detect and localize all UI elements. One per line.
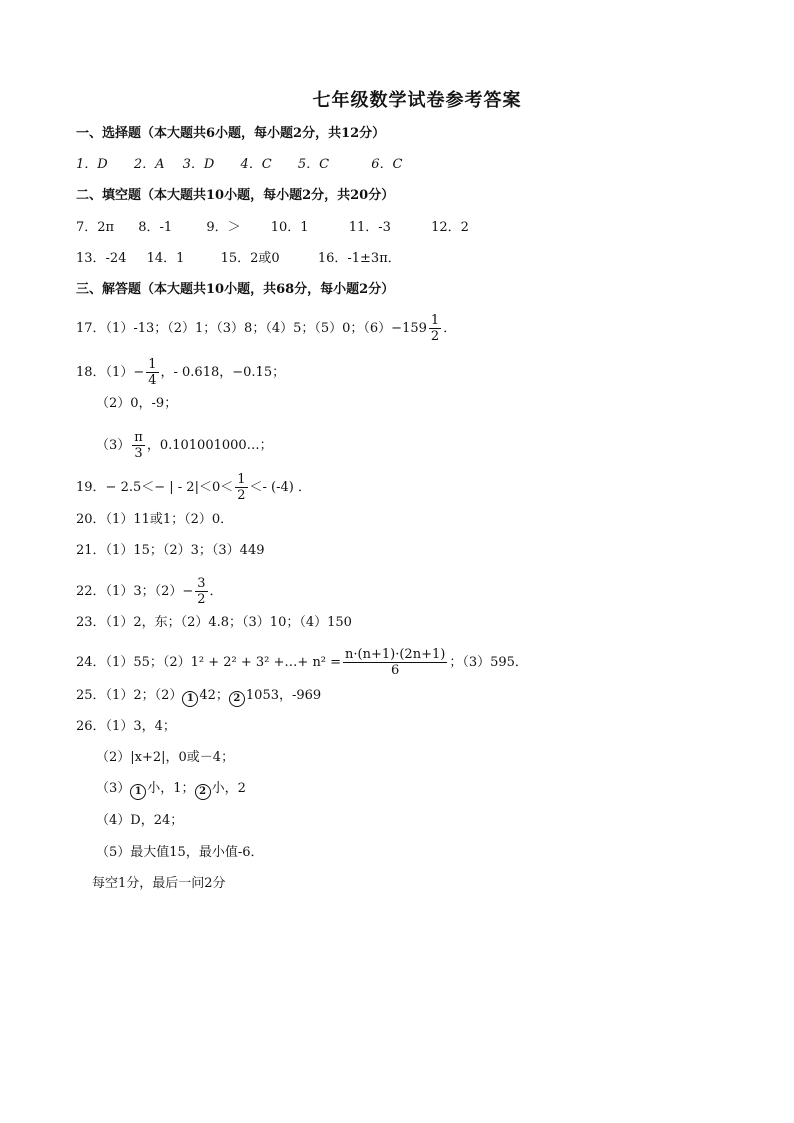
answer-20: 20．（1）11或1；（2）0．: [76, 512, 234, 527]
sum-of-squares-formula: $\frac{n\cdot(n+1)\cdot(2n+1)}{6}$: [345, 647, 446, 678]
answer-26-part-3-b: 小，2: [211, 781, 246, 796]
answer-24-end: ；（3）595．: [449, 655, 528, 670]
scoring-note: 每空1分，最后一问2分: [92, 876, 226, 891]
answer-18-end: ；: [272, 365, 286, 380]
answer-18-part-3-rest: ，0.101001000…；: [146, 438, 273, 453]
answer-14: 14．1: [146, 251, 185, 266]
answer-25-text: 25．（1）2；（2）: [76, 688, 183, 703]
answer-18-rest: ，- 0.618，−0.: [160, 365, 256, 380]
answer-9: 9．＞: [206, 220, 241, 235]
answer-26-part-3-a: 小，1；: [147, 781, 195, 796]
answer-17: [76, 313, 456, 344]
answer-17-text: 17．（1）-13；（2）1；（3）8；（4）5；（5）0；（6）−159: [76, 321, 427, 336]
circled-number-2: 2: [195, 784, 211, 800]
answer-19: [76, 472, 311, 503]
answer-22-text: 22．（1）3；（2）−: [76, 584, 194, 599]
answer-24-text: 24．（1）55；（2）1² + 2² + 3² +…+ n² =: [76, 655, 342, 670]
section-3-heading: 三、解答题（本大题共10小题，共68分，每小题2分）: [76, 282, 395, 297]
answer-25-part-2: 1053，-969: [245, 688, 322, 703]
answer-7: 7．2π: [76, 220, 115, 235]
section-2-row-1: [76, 219, 469, 237]
answer-26-part-3: [96, 780, 246, 800]
answer-19-text: 19．− 2.5＜− | - 2|＜0＜: [76, 480, 234, 495]
answer-18-part-2: （2）0，-9；: [96, 396, 178, 411]
answer-23: 23．（1）2，东；（2）4.8；（3）10；（4）150: [76, 615, 352, 630]
section-2-heading: 二、填空题（本大题共10小题，每小题2分，共20分）: [76, 188, 395, 203]
answer-26-part-3-label: （3）: [96, 781, 131, 796]
answer-1: 1．D: [76, 157, 108, 172]
answer-2: 2．A: [133, 157, 165, 172]
repeating-decimal: ․ 15: [256, 365, 273, 380]
answer-19-end: ＜- (-4) ．: [249, 480, 311, 495]
answer-5: 5．C: [297, 157, 330, 172]
answer-18-label: 18．（1）−: [76, 365, 145, 380]
section-1-answers: [76, 156, 402, 174]
answer-8: 8．-1: [138, 220, 173, 235]
answer-26-part-5: （5）最大值15，最小值-6．: [96, 845, 264, 860]
answer-22: [76, 576, 223, 607]
answer-6: 6．C: [371, 157, 403, 172]
answer-13: 13．-24: [76, 251, 127, 266]
answer-25-part-1: 42；: [199, 688, 229, 703]
answer-4: 4．C: [240, 157, 272, 172]
answer-15: 15．2或0: [220, 251, 280, 266]
answer-19-fraction: $\frac{1}{2}$: [237, 472, 246, 503]
circled-number-1: 1: [182, 691, 198, 707]
answer-25: [76, 687, 321, 707]
answer-18-part-1: [76, 357, 285, 388]
answer-18-part-3-label: （3）: [96, 438, 131, 453]
answer-12: 12．2: [431, 220, 469, 235]
answer-11: 11．-3: [348, 220, 391, 235]
answer-26-part-1: 26．（1）3，4；: [76, 719, 176, 734]
answer-21: 21．（1）15；（2）3；（3）449: [76, 543, 265, 558]
answer-16: 16．-1±3π．: [317, 251, 401, 266]
answer-26-part-2: （2）|x+2|，0或－4；: [96, 750, 235, 765]
answer-22-fraction: $\frac{3}{2}$: [197, 576, 206, 607]
answer-18-fraction: $\frac{1}{4}$: [148, 357, 157, 388]
circled-number-1: 1: [130, 784, 146, 800]
answer-26-part-4: （4）D，24；: [96, 813, 184, 828]
page-title: 七年级数学试卷参考答案: [312, 90, 522, 111]
answer-10: 10．1: [270, 220, 309, 235]
section-2-row-2: [76, 250, 401, 268]
answer-24: [76, 647, 528, 678]
pi-over-3-fraction: $\frac{\pi}{3}$: [134, 430, 143, 461]
section-1-heading: 一、选择题（本大题共6小题，每小题2分，共12分）: [76, 126, 386, 141]
circled-number-2: 2: [229, 691, 245, 707]
answer-17-end: ．: [443, 321, 457, 336]
answer-22-end: ．: [209, 584, 223, 599]
answer-3: 3．D: [182, 157, 215, 172]
answer-17-fraction: $\frac{1}{2}$: [430, 313, 440, 344]
answer-18-part-3: [96, 430, 273, 461]
